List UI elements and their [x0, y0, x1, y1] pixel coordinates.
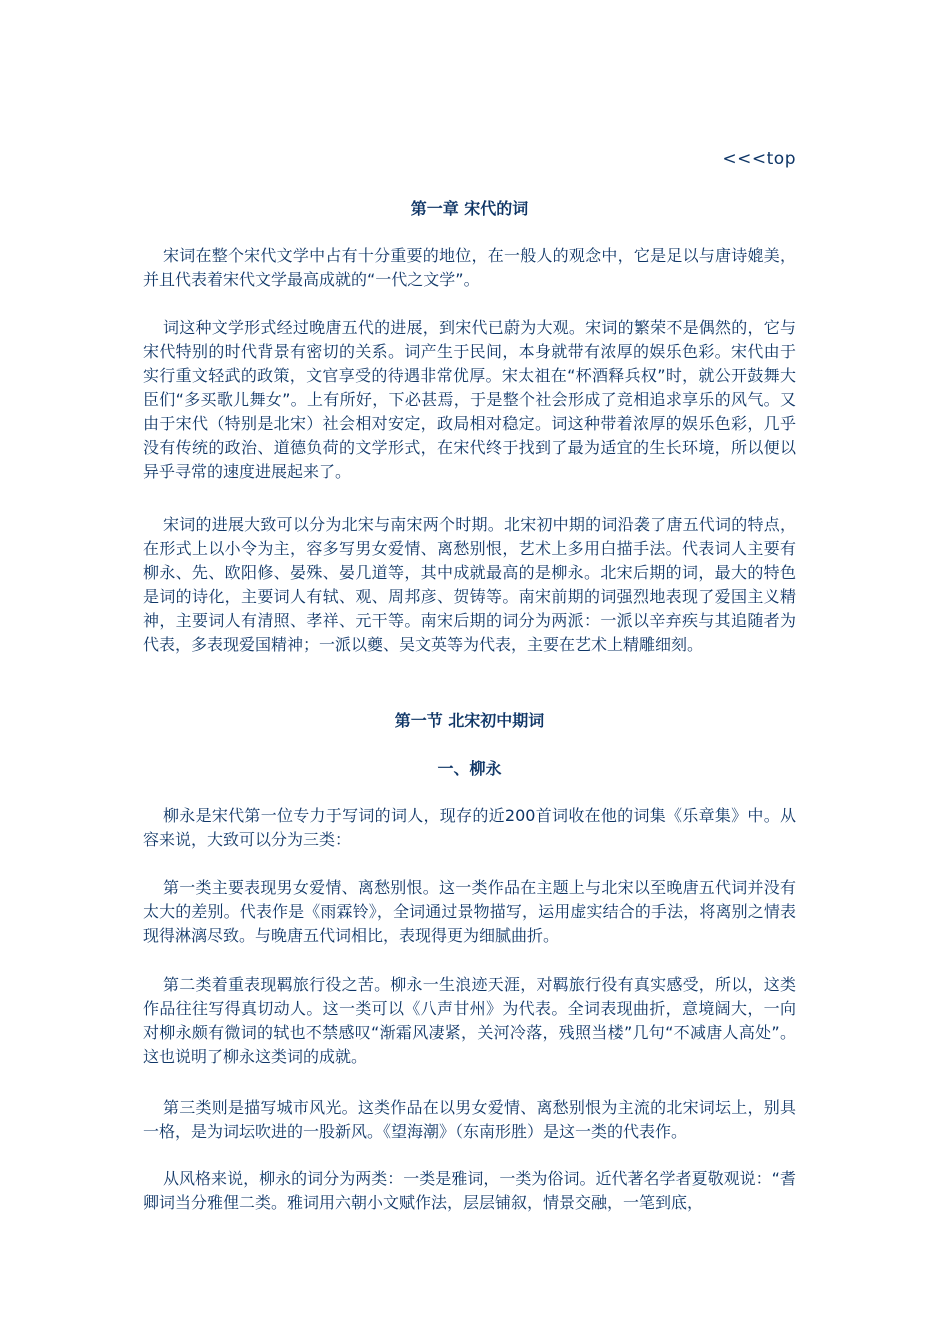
section-paragraph: 柳永是宋代第一位专力于写词的词人，现存的近200首词收在他的词集《乐章集》中。从容来说，大致可以分为三类： — [143, 806, 796, 849]
subsection-title: 一、柳永 — [437, 759, 502, 778]
section-paragraph: 第三类则是描写城市风光。这类作品在以男女爱情、离愁别恨为主流的北宋词坛上，别具一格，是为词坛吹进的一股新风。《望海潮》（东南形胜）是这一类的代表作。 — [143, 1098, 796, 1141]
section-title: 第一节 北宋初中期词 — [394, 711, 545, 730]
section-paragraph: 第一类主要表现男女爱情、离愁别恨。这一类作品在主题上与北宋以至晚唐五代词并没有太大的差别。代表作是《雨霖铃》，全词通过景物描写，运用虚实结合的手法，将离别之情表现得淋漓尽致。与晚唐五代词相比，表现得更为细腻曲折。 — [143, 878, 796, 945]
chapter-title: 第一章 宋代的词 — [410, 199, 529, 218]
chapter-paragraph: 宋词的进展大致可以分为北宋与南宋两个时期。北宋初中期的词沿袭了唐五代词的特点，在形式上以小令为主，容多写男女爱情、离愁别恨，艺术上多用白描手法。代表词人主要有柳永、先、欧阳修、晏殊、晏几道等，其中成就最高的是柳永。北宋后期的词，最大的特色是词的诗化，主要词人有轼、观、周邦彦、贺铸等。南宋前期的词强烈地表现了爱国主义精神，主要词人有清照、孝祥、元干等。南宋后期的词分为两派：一派以辛弃疾与其追随者为代表，多表现爱国精神；一派以夔、吴文英等为代表，主要在艺术上精雕细刻。 — [143, 515, 796, 654]
chapter-paragraph: 宋词在整个宋代文学中占有十分重要的地位，在一般人的观念中，它是足以与唐诗媲美，并且代表着宋代文学最高成就的“一代之文学”。 — [143, 246, 796, 289]
section-paragraph: 第二类着重表现羁旅行役之苦。柳永一生浪迹天涯，对羁旅行役有真实感受，所以，这类作品往往写得真切动人。这一类可以《八声甘州》为代表。全词表现曲折，意境阔大，一向对柳永颇有微词的轼也不禁感叹“渐霜风凄紧，关河冷落，残照当楼”几句“不减唐人高处”。这也说明了柳永这类词的成就。 — [143, 975, 796, 1066]
section-paragraph: 从风格来说，柳永的词分为两类：一类是雅词，一类为俗词。近代著名学者夏敬观说：“耆卿词当分雅俚二类。雅词用六朝小文赋作法，层层铺叙，情景交融，一笔到底， — [143, 1169, 796, 1212]
chapter-paragraph: 词这种文学形式经过晚唐五代的进展，到宋代已蔚为大观。宋词的繁荣不是偶然的，它与宋代特别的时代背景有密切的关系。词产生于民间，本身就带有浓厚的娱乐色彩。宋代由于实行重文轻武的政策，文官享受的待遇非常优厚。宋太祖在“杯酒释兵权”时，就公开鼓舞大臣们“多买歌儿舞女”。上有所好，下必甚焉，于是整个社会形成了竞相追求享乐的风气。又由于宋代（特别是北宋）社会相对安定，政局相对稳定。词这种带着浓厚的娱乐色彩，几乎没有传统的政治、道德负荷的文学形式，在宋代终于找到了最为适宜的生长环境，所以便以异乎寻常的速度进展起来了。 — [143, 318, 796, 481]
back-to-top-link[interactable]: <<<top — [722, 149, 796, 169]
